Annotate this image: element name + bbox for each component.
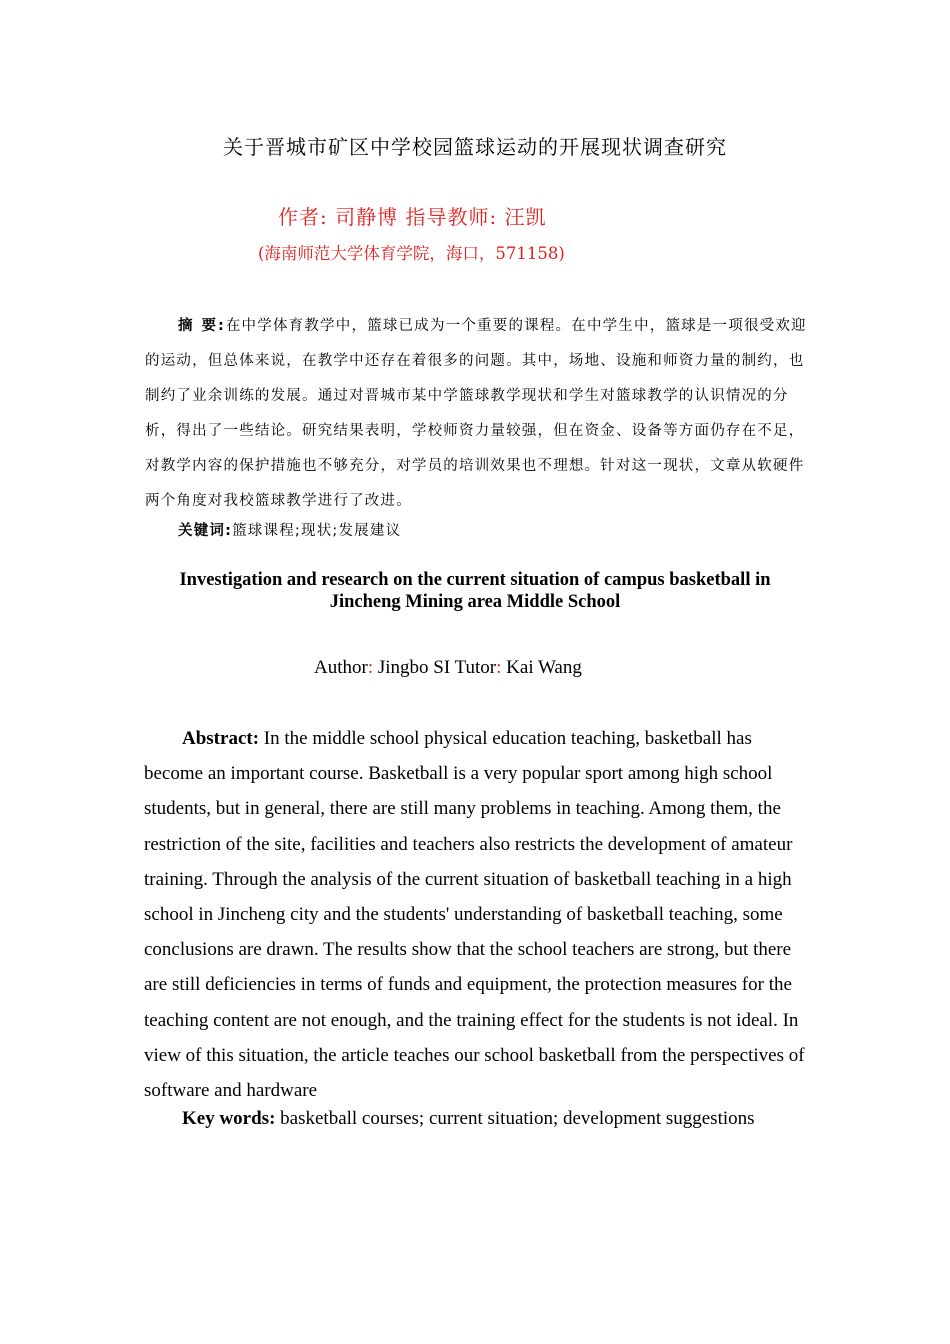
english-keywords-text: basketball courses; current situation; development suggestions [275,1108,755,1129]
english-abstract-label: Abstract: [182,728,260,749]
english-title-line-1: Investigation and research on the current situation of campus basketball in [179,570,771,590]
english-abstract-text: In the middle school physical education teaching, basketball has become an important course. Basketball is a very popular sport among high school students, but in general, there are still many problems in teaching. Among them, the restriction of the site, facilities and teachers also restricts the development of amateur training. Through the analysis of the current situation of basketball teaching in a high school in Jincheng city and the students' understanding of basketball teaching, some conclusions are drawn. The results show that the school teachers are strong, but there are still deficiencies in terms of funds and equipment, the protection measures for the teaching content are not enough, and the training effect for the students is not ideal. In view of this situation, the article teaches our school basketball from the perspectives of software and hardware [144,728,805,1102]
english-author-line [314,657,582,679]
chinese-author-line: 作者: 司静博 指导教师: 汪凯 [278,205,547,229]
chinese-keywords-text: 篮球课程;现状;发展建议 [232,523,402,539]
chinese-title: 关于晋城市矿区中学校园篮球运动的开展现状调查研究 [223,135,727,159]
chinese-keywords-label: 关键词: [178,523,233,539]
tutor-colon: : [496,657,502,678]
author-label: Author [314,657,368,678]
tutor-label: Tutor [454,657,497,678]
english-title-line-2: Jincheng Mining area Middle School [329,592,621,612]
chinese-keywords [178,519,401,540]
english-keywords-label: Key words: [182,1108,276,1129]
english-abstract [144,721,810,1108]
tutor-name: Kai Wang [501,657,582,678]
chinese-affiliation: (海南师范大学体育学院，海口，571158) [258,244,565,263]
chinese-abstract-label: 摘 要: [178,318,226,334]
author-name: Jingbo SI [373,657,455,678]
author-colon: : [367,657,374,678]
chinese-abstract [145,309,813,519]
english-title [0,569,950,613]
chinese-abstract-text: 在中学体育教学中，篮球已成为一个重要的课程。在中学生中，篮球是一项很受欢迎的运动，但总体来说，在教学中还存在着很多的问题。其中，场地、设施和师资力量的制约，也制约了业余训练的发展。通过对晋城市某中学篮球教学现状和学生对篮球教学的认识情况的分析，得出了一些结论。研究结果表明，学校师资力量较强，但在资金、设备等方面仍存在不足，对教学内容的保护措施也不够充分，对学员的培训效果也不理想。针对这一现状，文章从软硬件两个角度对我校篮球教学进行了改进。 [145,318,807,509]
english-keywords [182,1108,755,1130]
